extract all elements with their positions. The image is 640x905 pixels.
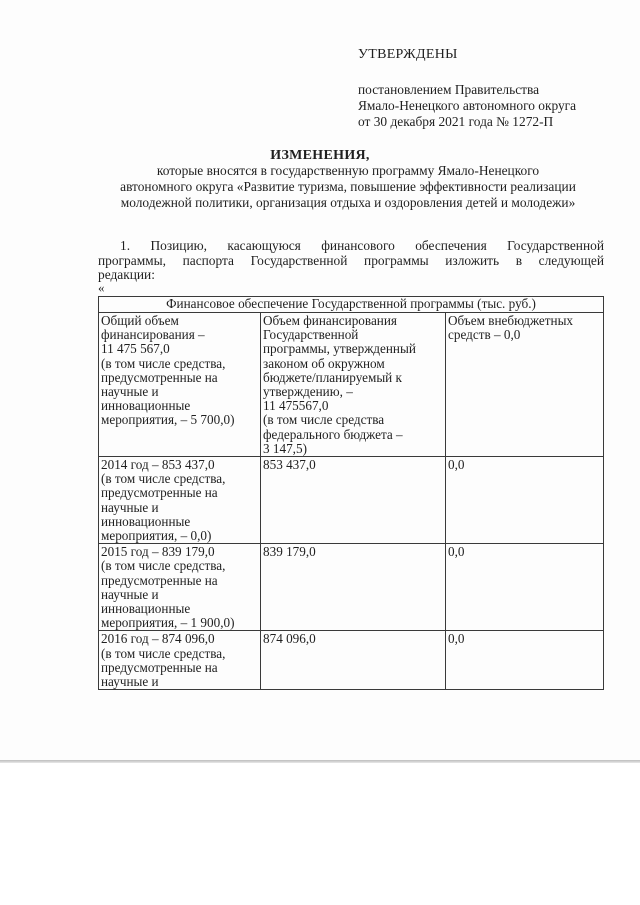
table-row bbox=[99, 544, 604, 631]
paragraph-line: программы, паспорта Государственной программы изложить в следующей bbox=[98, 252, 604, 268]
cell-line: 0,0 bbox=[448, 457, 465, 473]
cell-line: предусмотренные на bbox=[101, 659, 218, 675]
body-paragraph bbox=[98, 239, 604, 283]
extrabudgetary-cell bbox=[446, 631, 604, 690]
program-funding-cell bbox=[261, 544, 446, 631]
table-row bbox=[99, 313, 604, 457]
subtitle-line: которые вносятся в государственную программу Ямало-Ненецкого bbox=[156, 163, 540, 178]
cell-line: (в том числе средства, bbox=[101, 645, 226, 661]
cell-line: научные и bbox=[101, 384, 159, 400]
extrabudgetary-cell bbox=[446, 457, 604, 544]
cell-line: (в том числе средства, bbox=[101, 558, 226, 574]
subtitle-line: молодежной политики, организация отдыха и оздоровления детей и молодежи» bbox=[120, 195, 576, 210]
program-funding-cell bbox=[261, 313, 446, 457]
cell-line: инновационные bbox=[101, 513, 191, 529]
cell-line: 2015 год – 839 179,0 bbox=[101, 544, 215, 560]
cell-line: бюджете/планируемый к bbox=[263, 369, 402, 385]
cell-line: научные и bbox=[101, 499, 159, 515]
cell-line: Объем финансирования bbox=[263, 313, 397, 328]
total-funding-cell bbox=[99, 313, 261, 457]
year-cell bbox=[99, 457, 261, 544]
approval-line: Ямало-Ненецкого автономного округа bbox=[358, 98, 577, 113]
cell-line: 853 437,0 bbox=[263, 457, 316, 473]
financing-table bbox=[98, 296, 604, 690]
cell-line: законом об окружном bbox=[263, 355, 385, 371]
cell-line: Государственной bbox=[263, 327, 359, 343]
table-header-row bbox=[99, 297, 604, 313]
cell-line: 0,0 bbox=[448, 544, 465, 560]
cell-line: 3 147,5) bbox=[263, 440, 307, 456]
approval-line: постановлением Правительства bbox=[358, 82, 540, 97]
cell-line: 839 179,0 bbox=[263, 544, 316, 560]
cell-line: 11 475567,0 bbox=[263, 398, 329, 414]
cell-line: программы, утвержденный bbox=[263, 341, 416, 357]
subtitle-line: автономного округа «Развитие туризма, повышение эффективности реализации bbox=[120, 179, 576, 194]
cell-line: Общий объем bbox=[101, 313, 179, 328]
document-title: ИЗМЕНЕНИЯ, bbox=[270, 148, 370, 163]
table-row bbox=[99, 457, 604, 544]
paragraph-line: 1. Позицию, касающуюся финансового обеспечения Государственной bbox=[120, 238, 604, 253]
cell-line: 11 475 567,0 bbox=[101, 341, 170, 357]
cell-line: мероприятия, – 0,0) bbox=[101, 528, 212, 544]
cell-line: мероприятия, – 5 700,0) bbox=[101, 412, 235, 428]
cell-line: предусмотренные на bbox=[101, 572, 218, 588]
year-cell bbox=[99, 544, 261, 631]
opening-quote: « bbox=[98, 280, 105, 295]
document-subtitle bbox=[88, 163, 608, 211]
cell-line: 2014 год – 853 437,0 bbox=[101, 457, 215, 473]
cell-line: мероприятия, – 1 900,0) bbox=[101, 615, 235, 631]
program-funding-cell bbox=[261, 457, 446, 544]
cell-line: средств – 0,0 bbox=[448, 327, 521, 343]
cell-line: (в том числе средства, bbox=[101, 355, 226, 371]
cell-line: федерального бюджета – bbox=[263, 426, 403, 442]
cell-line: инновационные bbox=[101, 601, 191, 617]
cell-line: (в том числе средства, bbox=[101, 471, 226, 487]
program-funding-cell bbox=[261, 631, 446, 690]
cell-line: инновационные bbox=[101, 398, 191, 414]
cell-line: научные и bbox=[101, 586, 159, 602]
cell-line: финансирования – bbox=[101, 327, 205, 343]
extrabudgetary-cell bbox=[446, 544, 604, 631]
cell-line: научные и bbox=[101, 674, 159, 690]
cell-line: 874 096,0 bbox=[263, 631, 316, 647]
table-header: Финансовое обеспечение Государственной программы (тыс. руб.) bbox=[99, 297, 604, 313]
cell-line: (в том числе средства bbox=[263, 412, 385, 428]
paragraph-line: редакции: bbox=[98, 267, 155, 282]
cell-line: 2016 год – 874 096,0 bbox=[101, 631, 215, 647]
cell-line: предусмотренные на bbox=[101, 369, 218, 385]
cell-line: 0,0 bbox=[448, 631, 465, 647]
approval-stamp-title: УТВЕРЖДЕНЫ bbox=[358, 47, 458, 62]
cell-line: предусмотренные на bbox=[101, 485, 218, 501]
extrabudgetary-cell bbox=[446, 313, 604, 457]
page-bottom-edge bbox=[0, 760, 640, 763]
cell-line: Объем внебюджетных bbox=[448, 313, 574, 328]
table-row bbox=[99, 631, 604, 690]
approval-details bbox=[358, 82, 576, 130]
cell-line: утверждению, – bbox=[263, 384, 353, 400]
approval-line: от 30 декабря 2021 года № 1272-П bbox=[358, 114, 554, 129]
year-cell bbox=[99, 631, 261, 690]
